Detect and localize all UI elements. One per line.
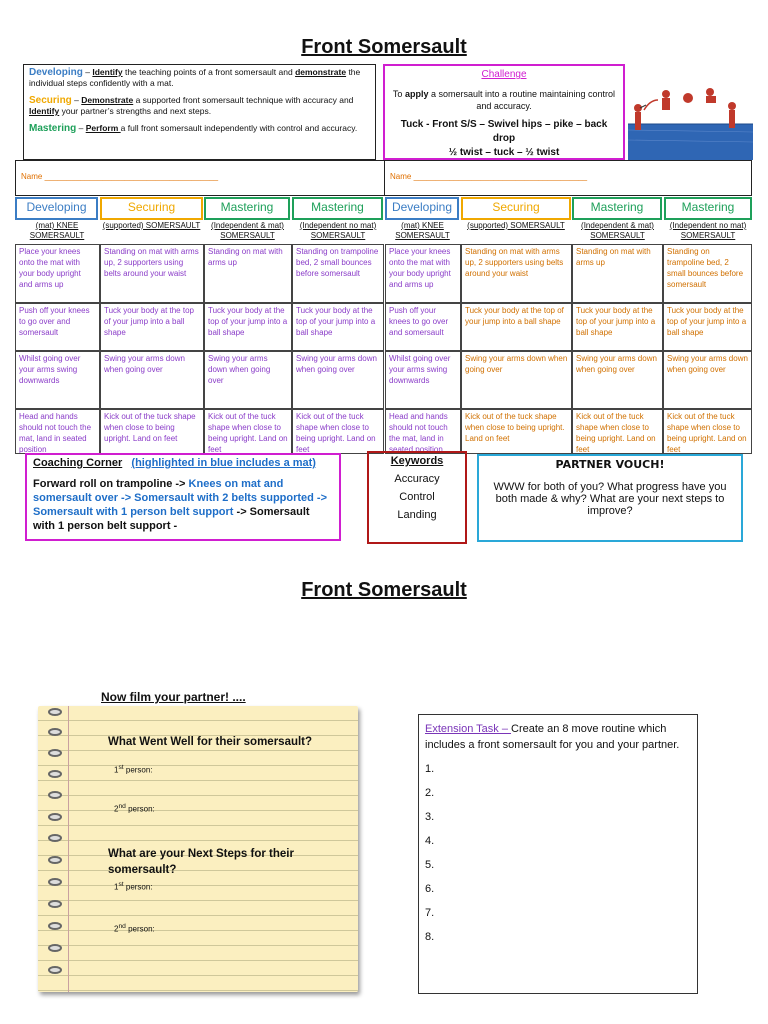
challenge-title: Challenge — [481, 69, 527, 80]
subheader-right-4: (Independent no mat) SOMERSAULT — [669, 221, 747, 240]
ring-icon — [48, 770, 62, 778]
header-mastering1-right: Mastering — [572, 197, 662, 220]
header-mastering2-right: Mastering — [664, 197, 752, 220]
table-cell: Push off your knees to go over and somersault — [15, 303, 100, 351]
table-cell: Head and hands should not touch the mat, land in seated position — [385, 409, 461, 454]
table-cell: Swing your arms down when going over — [204, 351, 292, 409]
coaching-corner-box — [25, 453, 341, 541]
ring-icon — [48, 749, 62, 757]
table-cell: Tuck your body at the top of your jump into a ball shape — [572, 303, 663, 351]
table-cell: Standing on trampoline bed, 2 small bounces before somersault — [292, 244, 384, 303]
routine-line: 4. — [425, 835, 435, 847]
first-person-label: 1st person: — [114, 764, 153, 775]
film-partner-label: Now film your partner! .... — [101, 690, 246, 704]
ring-icon — [48, 878, 62, 886]
extension-task-box — [418, 714, 698, 994]
table-cell: Kick out of the tuck shape when close to being upright. Land on feet — [461, 409, 572, 454]
routine-line: 3. — [425, 811, 435, 823]
second-person-label: 2nd person: — [114, 803, 155, 814]
keyword-item: Control — [399, 491, 435, 503]
table-cell: Kick out of the tuck shape when close to being upright. Land on feet — [663, 409, 752, 454]
partner-vouch-title: PARTNER VOUCH! — [555, 458, 665, 471]
header-securing-left: Securing — [100, 197, 203, 220]
notepad-margin — [68, 706, 69, 992]
table-cell: Standing on mat with arms up, 2 supporters using belts around your waist — [461, 244, 572, 303]
table-cell: Standing on mat with arms up — [204, 244, 292, 303]
name-field-right[interactable]: Name _______________________________________ — [390, 172, 588, 181]
notepad — [38, 706, 358, 992]
table-cell: Place your knees onto the mat with your body upright and arms up — [15, 244, 100, 303]
routine-line: 7. — [425, 907, 435, 919]
header-securing-right: Securing — [461, 197, 571, 220]
objective-securing: Securing – Demonstrate a supported front somersault technique with accuracy and Identify your partner’s strengths and next steps. — [29, 95, 354, 116]
table-cell: Kick out of the tuck shape when close to being upright. Land on feet — [204, 409, 292, 454]
somersault-image — [628, 70, 753, 160]
extension-task-text: Extension Task – Create an 8 move routine which includes a front somersault for you and your partner. — [425, 723, 680, 751]
coaching-corner-progression: Forward roll on trampoline -> Knees on mat and somersault over -> Somersault with 2 belts supported -> Somersault with 1 person belt support -> Somersault with 1 person belt support - — [33, 478, 328, 532]
ring-icon — [48, 900, 62, 908]
keywords-title: Keywords — [390, 455, 444, 467]
ring-icon — [48, 856, 62, 864]
header-developing-right: Developing — [385, 197, 459, 220]
table-cell: Tuck your body at the top of your jump into a ball shape — [292, 303, 384, 351]
keyword-item: Accuracy — [394, 473, 440, 485]
challenge-box — [383, 64, 625, 160]
ring-icon — [48, 728, 62, 736]
table-cell: Swing your arms down when going over — [461, 351, 572, 409]
table-cell: Swing your arms down when going over — [663, 351, 752, 409]
routine-line: 1. — [425, 763, 435, 775]
table-cell: Tuck your body at the top of your jump into a ball shape — [663, 303, 752, 351]
objectives-box — [23, 64, 376, 160]
table-cell: Standing on trampoline bed, 2 small bounces before somersault — [663, 244, 752, 303]
ring-icon — [48, 834, 62, 842]
table-cell: Whilst going over your arms swing downwards — [385, 351, 461, 409]
page2-title: Front Somersault — [301, 579, 467, 601]
table-cell: Swing your arms down when going over — [292, 351, 384, 409]
first-person-label: 1st person: — [114, 881, 153, 892]
routine-line: 8. — [425, 931, 435, 943]
partner-vouch-box — [477, 454, 743, 542]
ring-icon — [48, 708, 62, 716]
partner-vouch-text: WWW for both of you? What progress have you both made & why? What are your next steps to improve? — [493, 481, 727, 517]
question-www: What Went Well for their somersault? — [108, 736, 313, 748]
subheader-right-3: (Independent & mat) SOMERSAULT — [581, 221, 654, 240]
routine-line: 5. — [425, 859, 435, 871]
name-field-left[interactable]: Name _______________________________________ — [21, 172, 219, 181]
subheader-right-1: (mat) KNEE SOMERSAULT — [395, 221, 450, 240]
challenge-text: To apply a somersault into a routine maintaining control and accuracy. — [392, 89, 616, 111]
second-person-label: 2nd person: — [114, 923, 155, 934]
table-cell: Swing your arms down when going over — [572, 351, 663, 409]
ring-icon — [48, 966, 62, 974]
criteria-table-right — [385, 244, 752, 454]
table-cell: Swing your arms down when going over — [100, 351, 204, 409]
subheader-right-2: (supported) SOMERSAULT — [467, 221, 565, 230]
ring-icon — [48, 813, 62, 821]
objective-developing: Developing – Identify the teaching points of a front somersault and demonstrate the individual steps confidently with a mat. — [29, 67, 361, 88]
routine-line: 6. — [425, 883, 435, 895]
coaching-corner-title: Coaching Corner (highlighted in blue includes a mat) — [33, 457, 316, 469]
ring-icon — [48, 791, 62, 799]
subheader-left-2: (supported) SOMERSAULT — [102, 221, 201, 230]
table-cell: Tuck your body at the top of your jump into a ball shape — [100, 303, 204, 351]
name-row-divider — [384, 160, 385, 196]
table-cell: Standing on mat with arms up — [572, 244, 663, 303]
table-cell: Push off your knees to go over and somersault — [385, 303, 461, 351]
table-cell: Head and hands should not touch the mat, land in seated position — [15, 409, 100, 454]
challenge-moves: Tuck - Front S/S – Swivel hips – pike – back drop ½ twist – tuck – ½ twist — [400, 119, 608, 158]
table-cell: Kick out of the tuck shape when close to being upright. Land on feet — [572, 409, 663, 454]
ring-icon — [48, 944, 62, 952]
keyword-item: Landing — [397, 509, 437, 521]
question-next-steps: What are your Next Steps for their somersault? — [108, 848, 294, 876]
table-cell: Whilst going over your arms swing downwards — [15, 351, 100, 409]
table-cell: Standing on mat with arms up, 2 supporters using belts around your waist — [100, 244, 204, 303]
table-cell: Place your knees onto the mat with your body upright and arms up — [385, 244, 461, 303]
ring-icon — [48, 922, 62, 930]
header-mastering2-left: Mastering — [292, 197, 383, 220]
gymnast-illustration-icon — [628, 70, 753, 160]
subheader-left-4: (Independent no mat) SOMERSAULT — [299, 221, 377, 240]
subheader-left-1: (mat) KNEE SOMERSAULT — [29, 221, 85, 240]
subheader-left-3: (Independent & mat) SOMERSAULT — [211, 221, 284, 240]
table-cell: Tuck your body at the top of your jump into a ball shape — [461, 303, 572, 351]
table-cell: Tuck your body at the top of your jump into a ball shape — [204, 303, 292, 351]
keywords-box — [367, 451, 467, 544]
header-developing-left: Developing — [15, 197, 98, 220]
criteria-table-left — [15, 244, 384, 454]
table-cell: Kick out of the tuck shape when close to being upright. Land on feet — [292, 409, 384, 454]
page-title: Front Somersault — [301, 36, 467, 58]
routine-line: 2. — [425, 787, 435, 799]
table-cell: Kick out of the tuck shape when close to being upright. Land on feet — [100, 409, 204, 454]
header-mastering1-left: Mastering — [204, 197, 290, 220]
objective-mastering: Mastering – Perform a full front somersault independently with control and accuracy. — [29, 123, 358, 134]
